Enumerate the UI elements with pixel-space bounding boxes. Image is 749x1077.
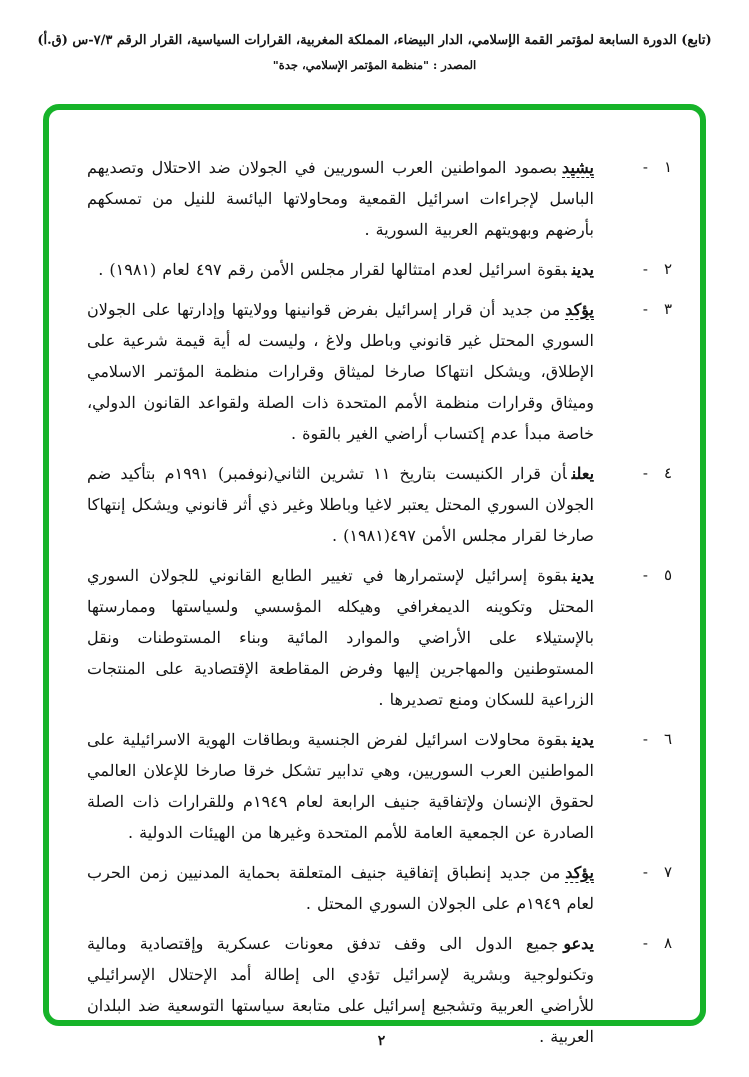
item-dash: - (642, 464, 648, 482)
list-item (87, 152, 672, 245)
item-number (594, 560, 672, 591)
item-text (87, 294, 594, 449)
item-dash: - (642, 260, 648, 278)
item-body-text: بصمود المواطنين العرب السوريين في الجولان ضد الاحتلال وتصديهم الباسل لإجراءات اسرائيل القمعية ومحاولاتها اليائسة للنيل من تمسكهم بأرضهم وبهويتهم العربية السورية . (87, 158, 594, 239)
item-number-glyph: ٣ (663, 300, 672, 318)
item-number-glyph: ٤ (663, 464, 672, 482)
item-number (594, 294, 672, 325)
item-lead-word: يشيد (562, 158, 594, 177)
page-header (0, 32, 749, 73)
item-body-text: بقوة إسرائيل لإستمرارها في تغيير الطابع القانوني للجولان السوري المحتل وتكوينه الديمغرافي وهيكله المؤسسي ولسياستها وممارستها بالإستيلاء على الأراضي والموارد المائية وبناء المستوطنات ونقل المستوطنين والمهاجرين إليها وفرض المقاطعة الإقتصادية على المنتجات الزراعية للسكان ومنع تصديرها . (87, 566, 594, 709)
item-number (594, 857, 672, 888)
item-text (87, 458, 594, 551)
item-number (594, 152, 672, 183)
item-dash: - (642, 158, 648, 176)
item-number (594, 928, 672, 959)
item-number-glyph: ٧ (663, 863, 672, 881)
item-body-text: أن قرار الكنيست بتاريخ ١١ تشرين الثاني(نوفمبر) ١٩٩١م بتأكيد ضم الجولان السوري المحتل يعتبر لاغيا وباطلا وغير ذي أثر قانوني ويشكل إنتهاكا صارخا لقرار مجلس الأمن ٤٩٧(١٩٨١) . (87, 464, 594, 545)
item-text (87, 724, 594, 848)
item-number-glyph: ٥ (663, 566, 672, 584)
item-dash: - (642, 730, 648, 748)
item-text (87, 857, 594, 919)
item-number (594, 458, 672, 489)
item-number-glyph: ٦ (663, 730, 672, 748)
item-lead-word: يدين (571, 260, 594, 279)
item-dash: - (642, 566, 648, 584)
item-body-text: بقوة محاولات اسرائيل لفرض الجنسية وبطاقات الهوية الاسرائيلية على المواطنين العرب السوريين، وهي تدابير تشكل خرقا صارخا للإعلان العالمي لحقوق الإنسان ولإتفاقية جنيف الرابعة لعام ١٩٤٩م وللقرارات ذات الصلة الصادرة عن الجمعية العامة للأمم المتحدة وغيرها من الهيئات الدولية . (87, 730, 594, 842)
list-item (87, 857, 672, 919)
item-number-glyph: ١ (663, 158, 672, 176)
list-item (87, 458, 672, 551)
source-line: المصدر : "منظمة المؤتمر الإسلامي، جدة" (272, 58, 477, 72)
item-lead-word: يؤكد (565, 863, 594, 882)
item-text (87, 152, 594, 245)
item-body-text: من جديد أن قرار إسرائيل بفرض قوانينها وولايتها وإدارتها على الجولان السوري المحتل غير قانوني وباطل ولاغ ، وليست له أية قيمة شرعية على الإطلاق، ويشكل انتهاكا صارخا لميثاق وقرارات منظمة المؤتمر الاسلامي وميثاق وقرارات منظمة الأمم المتحدة ذات الصلة ولقواعد القانون الدولي، خاصة مبدأ عدم إكتساب أراضي الغير بالقوة . (87, 300, 594, 443)
list-item (87, 254, 672, 285)
item-body-text: من جديد إنطباق إتفاقية جنيف المتعلقة بحماية المدنيين زمن الحرب لعام ١٩٤٩م على الجولان السوري المحتل . (87, 863, 594, 913)
document-title: (تابع) الدورة السابعة لمؤتمر القمة الإسلامي، الدار البيضاء، المملكة المغربية، القرارات السياسية، القرار الرقم ٧/٣-س (ق.أ) (37, 33, 712, 48)
clauses-list (43, 152, 706, 1061)
item-lead-word: يدين (571, 730, 594, 749)
item-text (87, 254, 594, 285)
item-body-text: جميع الدول الى وقف تدفق معونات عسكرية وإقتصادية ومالية وتكنولوجية وبشرية لإسرائيل تؤدي الى إطالة أمد الإحتلال الإسرائيلي للأراضي العربية وتشجيع إسرائيل على متابعة سياستها التوسعية ضد البلدان العربية . (87, 934, 594, 1046)
item-lead-word: يعلن (571, 464, 595, 483)
item-text (87, 560, 594, 715)
item-lead-word: يدين (571, 566, 594, 585)
item-lead-word: يؤكد (565, 300, 594, 319)
item-body-text: بقوة اسرائيل لعدم امتثالها لقرار مجلس الأمن رقم ٤٩٧ لعام (١٩٨١) . (98, 260, 567, 279)
item-number (594, 724, 672, 755)
item-number-glyph: ٢ (663, 260, 672, 278)
item-dash: - (642, 300, 648, 318)
item-number-glyph: ٨ (663, 934, 672, 952)
page-number: ٢ (377, 1033, 386, 1049)
list-item (87, 560, 672, 715)
item-dash: - (642, 863, 648, 881)
item-dash: - (642, 934, 648, 952)
list-item (87, 724, 672, 848)
list-item (87, 294, 672, 449)
item-number (594, 254, 672, 285)
item-lead-word: يدعو (563, 934, 594, 953)
